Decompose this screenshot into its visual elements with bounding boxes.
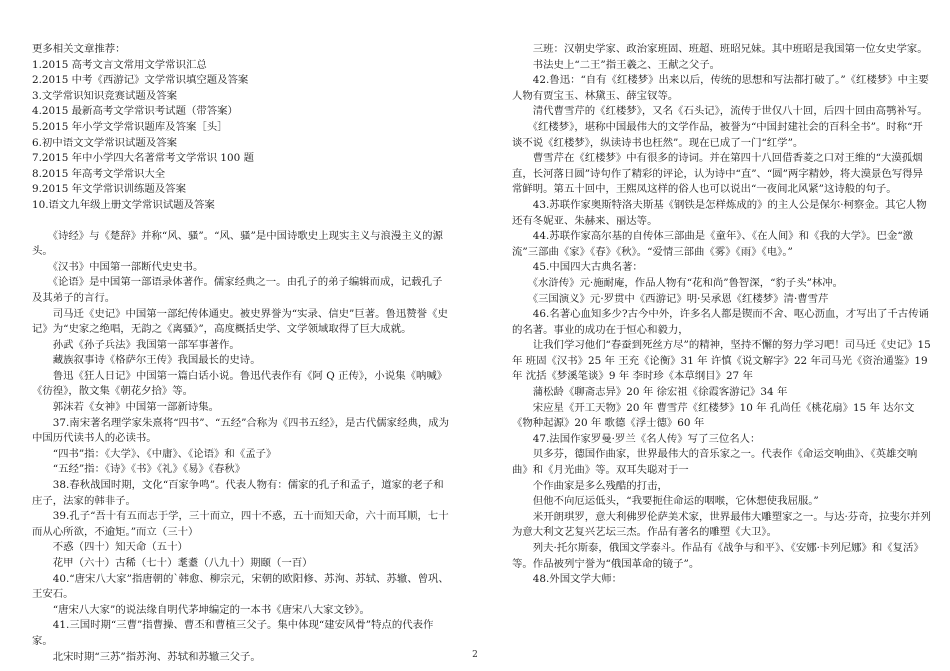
paragraph: 47.法国作家罗曼·罗兰《名人传》写了三位名人： [512, 432, 761, 445]
paragraph: 蒲松龄《聊斋志异》20 年 徐宏祖《徐霞客游记》34 年 [512, 386, 788, 399]
paragraph: 列夫·托尔斯泰，俄国文学泰斗。作品有《战争与和平》、《安娜·卡列尼娜》和《复活》等。作品被列宁誉为“俄国革命的镜子”。 [512, 542, 924, 570]
paragraph: 43.苏联作家奥斯特洛夫斯基《钢铁是怎样炼成的》的主人公是保尔·柯察金。其它人物还有冬妮亚、朱赫来、丽达等。 [512, 198, 927, 227]
paragraph: 郭沫若《女神》中国第一部新诗集。 [32, 401, 220, 414]
recommend-link[interactable]: 5.2015 年小学文学常识题库及答案［头］ [32, 120, 228, 133]
recommend-link[interactable]: 1.2015 高考文言文常用文学常识汇总 [32, 58, 207, 71]
paragraph: 37.南宋著名理学家朱熹将“四书”、“五经”合称为《四书五经》，是古代儒家经典，成为中国历代读书人的必读书。 [32, 416, 450, 445]
left-column [32, 42, 452, 665]
paragraph: 司马迁《史记》中国第一部纪传体通史。被史界誉为“实录、信史”巨著。鲁迅赞誉《史记》为“史家之绝唱，无韵之《离骚》”，高度概括史学、文学领域取得了巨大成就。 [32, 307, 448, 336]
paragraph: 《诗经》与《楚辞》并称“风、骚”。“风、骚”是中国诗歌史上现实主义与浪漫主义的源头。 [32, 229, 443, 258]
paragraph: 贝多芬，德国作曲家，世界最伟大的音乐家之一。代表作《命运交响曲》、《英雄交响曲》和《月光曲》等。双耳失聪对于一 [512, 448, 918, 477]
paragraph: 《论语》是中国第一部语录体著作。儒家经典之一。由孔子的弟子编辑而成，记载孔子及其弟子的言行。 [32, 276, 443, 304]
paragraph: 孙武《孙子兵法》我国第一部军事著作。 [32, 338, 240, 351]
paragraph: 44.苏联作家高尔基的自传体三部曲是《童年》、《在人间》和《我的大学》。巴金“激流”三部曲《家》《春》《秋》。“爱情三部曲《雾》《雨》《电》。” [512, 230, 914, 258]
paragraph: 39.孔子“吾十有五而志于学，三十而立，四十不惑，五十而知天命，六十而耳顺，七十而从心所欲，不逾矩。”而立（三十） [32, 510, 449, 538]
page-number: 2 [472, 650, 478, 660]
paragraph: 三班：汉朝史学家、政治家班固、班超、班昭兄妹。其中班昭是我国第一位女史学家。 [512, 43, 928, 55]
paragraph: 41.三国时期“三曹”指曹操、曹丕和曹植三父子。集中体现“建安风骨”特点的代表作家。 [32, 619, 434, 647]
paragraph: 藏族叙事诗《格萨尔王传》我国最长的史诗。 [32, 354, 261, 367]
paragraph: 个作曲家是多么残酷的打击， [512, 479, 668, 492]
recommend-link[interactable]: 10.语文九年级上册文学常识试题及答案 [32, 198, 215, 211]
paragraph: 45.中国四大古典名著： [512, 261, 643, 274]
paragraph: 让我们学习他们“春蚕到死丝方尽”的精神，坚持不懈的努力学习吧！司马迁《史记》15 年 班固《汉书》25 年 王充《论衡》31 年 许慎《说文解字》22 年司马光《资治通鉴》19 年 沈括《梦溪笔谈》9 年 李时珍《本草纲目》27 年 [512, 339, 934, 383]
paragraph: 鲁迅《狂人日记》中国第一篇白话小说。鲁迅代表作有《阿 Q 正传》，小说集《呐喊》《彷徨》，散文集《朝花夕拾》等。 [32, 369, 448, 398]
paragraph: “唐宋八大家”的说法缘自明代茅坤编定的一本书《唐宋八大家文钞》。 [32, 603, 370, 616]
recommend-link[interactable]: 6.初中语文文学常识试题及答案 [32, 136, 177, 149]
paragraph: 《红楼梦》，堪称中国最伟大的文学作品，被誉为“中国封建社会的百科全书”。时称“开谈不说《红楼梦》，纵读诗书也枉然”。现在已成了一门“红学”。 [512, 120, 923, 149]
paragraph: 清代曹雪芹的《红楼梦》，又名《石头记》，流传于世仅八十回，后四十回由高鹗补写。 [512, 105, 928, 118]
right-column [512, 42, 932, 588]
recommend-link[interactable]: 4.2015 最新高考文学常识考试题（带答案） [32, 105, 238, 118]
paragraph: 38.春秋战国时期，文化“百家争鸣”。代表人物有：儒家的孔子和孟子，道家的老子和庄子，法家的韩非子。 [32, 479, 444, 507]
recommend-link[interactable]: 8.2015 年高考文学常识大全 [32, 167, 166, 180]
paragraph: 书法史上“二王”指王羲之、王献之父子。 [512, 58, 721, 71]
recommend-link[interactable]: 2.2015 中考《西游记》文学常识填空题及答案 [32, 74, 249, 87]
paragraph: 曹雪芹在《红楼梦》中有很多的诗词。并在第四十八回借香菱之口对王维的“大漠孤烟直，长河落日圆”诗句作了精彩的评论，认为诗中“直”、“圆”两字精妙，将大漠景色写得异常鲜明。第五十回中，王熙凤这样的俗人也可以说出“一夜间北风紧”这诗般的句子。 [512, 152, 924, 196]
spacer [32, 214, 452, 229]
recommend-heading: 更多相关文章推荐： [32, 43, 126, 55]
paragraph: 北宋时期“三苏”指苏洵、苏轼和苏辙三父子。 [32, 650, 261, 663]
paragraph: 《汉书》中国第一部断代史史书。 [32, 260, 204, 273]
paragraph: 42.鲁迅：“自有《红楼梦》出来以后，传统的思想和写法都打破了。”《红楼梦》中主要人物有贾宝玉、林黛玉、薛宝钗等。 [512, 74, 929, 102]
paragraph: 花甲（六十）古稀（七十）耄耋（八九十）期颐（一百） [32, 557, 313, 569]
paragraph: 40.“唐宋八大家”指唐朝的`韩愈、柳宗元，宋朝的欧阳修、苏洵、苏轼、苏辙、曾巩、王安石。 [32, 572, 449, 601]
recommend-link[interactable]: 3.文学常识知识竞赛试题及答案 [32, 89, 177, 102]
paragraph: 米开朗琪罗，意大利佛罗伦萨美术家，世界最伟大雕塑家之一。与达·芬奇，拉斐尔并列为意大利文艺复兴艺坛三杰。作品有著名的雕塑《大卫》。 [512, 510, 931, 539]
paragraph: “五经”指：《诗》《书》《礼》《易》《春秋》 [32, 463, 246, 476]
recommend-link[interactable]: 9.2015 年文学常识训练题及答案 [32, 183, 186, 196]
paragraph: 《三国演义》元·罗贯中《西游记》明·吴承恩《红楼梦》清·曹雪芹 [512, 292, 829, 305]
paragraph: “四书”指：《大学》、《中庸》、《论语》和《孟子》 [32, 447, 277, 460]
paragraph: 《水浒传》元·施耐庵，作品人物有“花和尚”鲁智深，“豹子头”林冲。 [512, 276, 844, 289]
paragraph: 48.外国文学大师： [512, 573, 623, 586]
paragraph: 不惑（四十）知天命（五十） [32, 541, 188, 554]
paragraph: 46.名著心血知多少?古今中外，许多名人都是锲而不舍、呕心沥血，才写出了千古传诵的名著。事业的成功在于恒心和毅力， [512, 308, 929, 336]
recommend-link[interactable]: 7.2015 年中小学四大名著常考文学常识 100 题 [32, 152, 254, 165]
paragraph: 宋应星《开工天物》20 年 曹雪芹《红楼梦》10 年 孔尚任《桃花扇》15 年 达尔文《物种起源》20 年 歌德《浮士德》60 年 [512, 401, 915, 430]
paragraph: 但他不向厄运低头，“我要扼住命运的咽喉，它休想使我屈服。” [512, 495, 819, 508]
